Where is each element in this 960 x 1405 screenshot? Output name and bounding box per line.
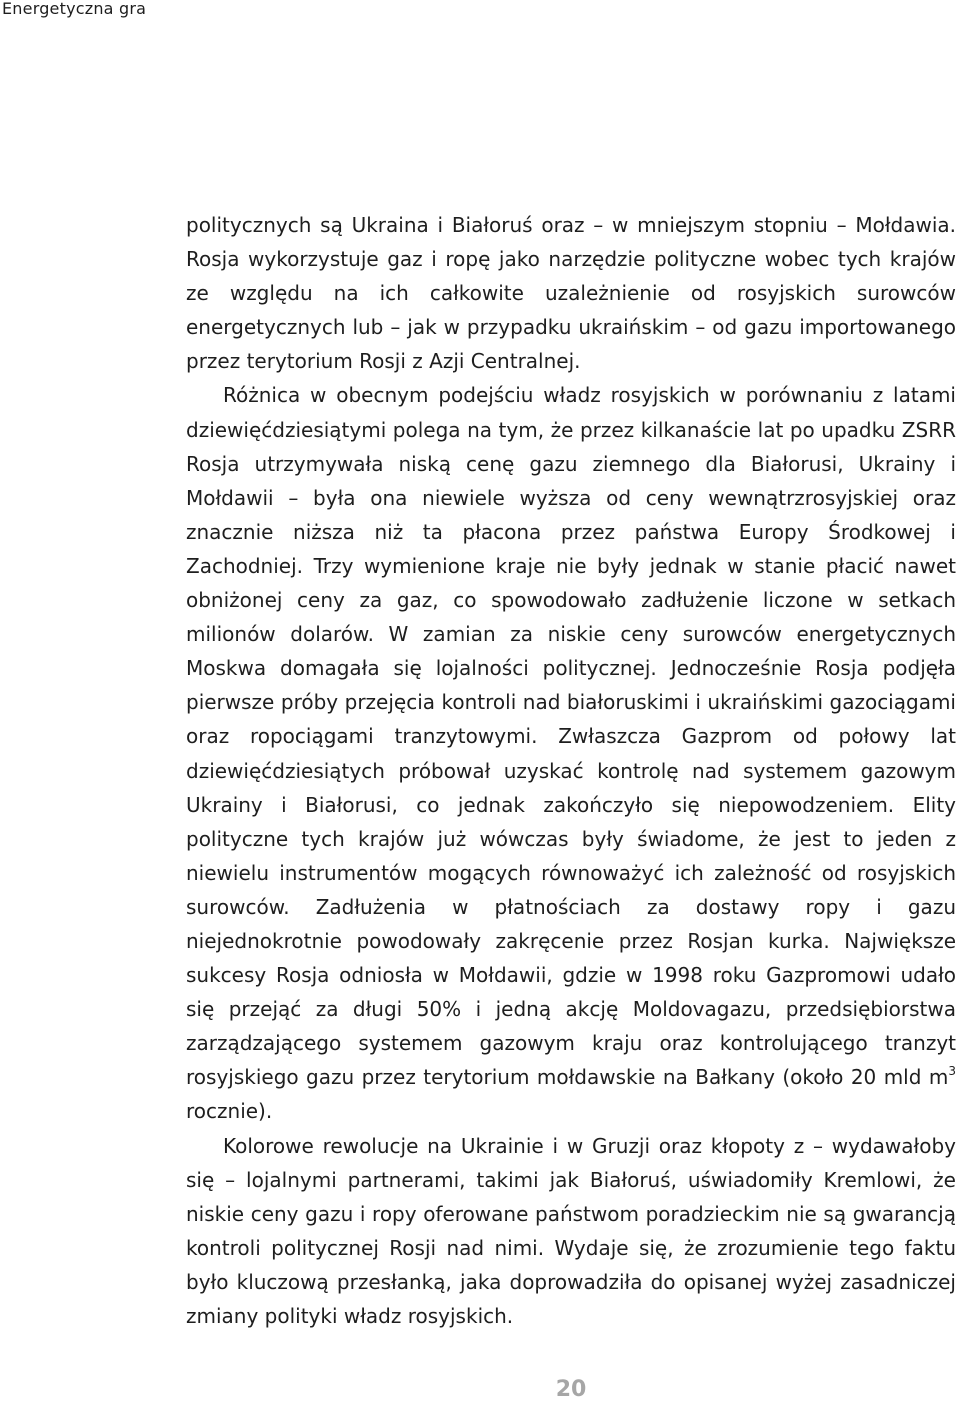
paragraph: Kolorowe rewolucje na Ukrainie i w Gruzji oraz kłopoty z – wydawałoby się – lojalnymi partnerami, takimi jak Białoruś, uświadomiły Kremlowi, że niskie ceny gazu i ropy oferowane państwom poradzieckim nie są gwarancją kontroli politycznej Rosji nad nimi. Wydaje się, że zrozumienie tego faktu było kluczową przesłanką, jaka doprowadziła do opisanej wyżej zasadniczej zmiany polityki władz rosyjskich. — [186, 1133, 956, 1328]
paragraph: politycznych są Ukraina i Białoruś oraz – w mniejszym stopniu – Mołdawia. Rosja wykorzystuje gaz i ropę jako narzędzie polityczne wobec tych krajów ze względu na ich całkowite uzależnienie od rosyjskich surowców energetycznych lub – jak w przypadku ukraińskim – od gazu importowanego przez terytorium Rosji z Azji Centralnej. — [186, 213, 956, 374]
paragraph-tail: rocznie). — [186, 1099, 273, 1124]
page-number: 20 — [555, 1377, 587, 1402]
footer — [0, 1377, 960, 1405]
running-header: Energetyczna gra — [2, 0, 147, 18]
superscript: 3 — [948, 1064, 956, 1079]
paragraph-text: Różnica w obecnym podejściu władz rosyjskich w porównaniu z latami dziewięćdziesiątymi polega na tym, że przez kilkanaście lat po upadku ZSRR Rosja utrzymywała niską cenę gazu ziemnego dla Białorusi, Ukrainy i Mołdawii – była ona niewiele wyższa od ceny wewnątrzrosyjskiej oraz znacznie niższa niż ta płacona przez państwa Europy Środkowej i Zachodniej. Trzy wymienione kraje nie były jednak w stanie płacić nawet obniżonej ceny za gaz, co spowodowało zadłużenie liczone w setkach milionów dolarów. W zamian za niskie ceny surowców energetycznych Moskwa domagała się lojalności politycznej. Jednocześnie Rosja podjęła pierwsze próby przejęcia kontroli nad białoruskimi i ukraińskimi gazociągami oraz ropociągami tranzytowymi. Zwłaszcza Gazprom od połowy lat dziewięćdziesiątych próbował uzyskać kontrolę nad systemem gazowym Ukrainy i Białorusi, co jednak zakończyło się niepowodzeniem. Elity polityczne tych krajów już wówczas były świadome, że jest to jeden z niewielu instrumentów mogących równoważyć ich zależność od rosyjskich surowców. Zadłużenia w płatnościach za dostawy ropy i gazu niejednokrotnie powodowały zakręcenie przez Rosjan kurka. Największe sukcesy Rosja odniosła w Mołdawii, gdzie w 1998 roku Gazpromowi udało się przejąć za długi 50% i jedną akcję Moldovagazu, przedsiębiorstwa zarządzającego systemem gazowym kraju oraz kontrolującego tranzyt rosyjskiego gazu przez terytorium mołdawskie na Bałkany (około 20 mld m — [186, 383, 956, 1090]
page-body — [186, 208, 956, 1333]
paragraph — [186, 378, 956, 1128]
